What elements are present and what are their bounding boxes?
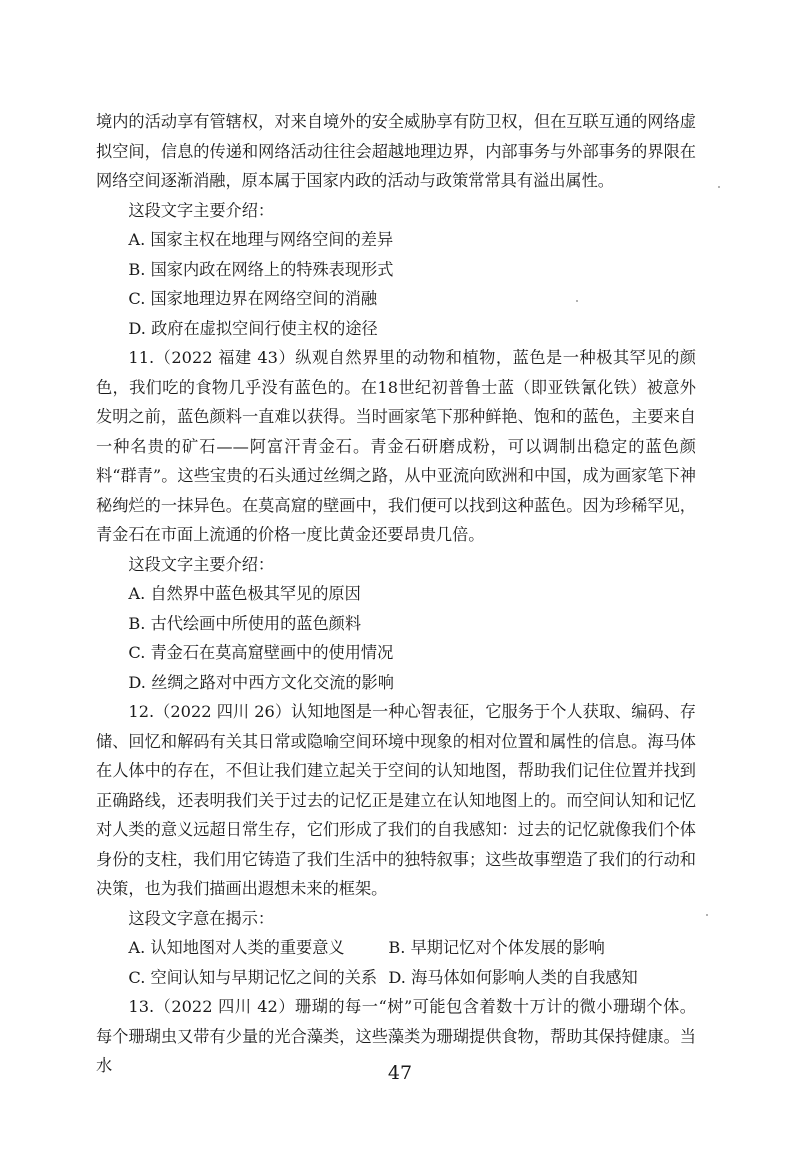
q12-option-c: C. 空间认知与早期记忆之间的关系 xyxy=(128,967,378,987)
q11-prompt: 这段文字主要介绍： xyxy=(128,554,275,574)
q11-option-d: D. 丝绸之路对中西方文化交流的影响 xyxy=(128,672,394,692)
q13-passage: 13.（2022 四川 42）珊瑚的每一“树”可能包含着数十万计的微小珊瑚个体。每个珊瑚虫又带有少量的光合藻类，这些藻类为珊瑚提供食物，帮助其保持健康。当水 xyxy=(96,997,696,1075)
scan-speck xyxy=(718,186,720,188)
scan-speck xyxy=(576,300,578,302)
document-body xyxy=(96,107,696,1081)
q10-option-c: C. 国家地理边界在网络空间的消融 xyxy=(128,289,378,308)
q11-passage: 11.（2022 福建 43）纵观自然界里的动物和植物，蓝色是一种极其罕见的颜色，我们吃的食物几乎没有蓝色的。在18世纪初普鲁士蓝（即亚铁氰化铁）被意外发明之前，蓝色颜料一直难以获得。当时画家笔下那种鲜艳、饱和的蓝色，主要来自一种名贵的矿石——阿富汗青金石。青金石研磨成粉，可以调制出稳定的蓝色颜料“群青”。这些宝贵的石头通过丝绸之路，从中亚流向欧洲和中国，成为画家笔下神秘绚烂的一抹异色。在莫高窟的壁画中，我们便可以找到这种蓝色。因为珍稀罕见，青金石在市面上流通的价格一度比黄金还要昂贵几倍。 xyxy=(96,348,696,544)
page-number: 47 xyxy=(387,1062,413,1084)
scan-speck xyxy=(706,914,708,916)
q10-prompt: 这段文字主要介绍： xyxy=(128,200,275,220)
q12-passage: 12.（2022 四川 26）认知地图是一种心智表征，它服务于个人获取、编码、存储、回忆和解码有关其日常或隐喻空间环境中现象的相对位置和属性的信息。海马体在人体中的存在，不但让我们建立起关于空间的认知地图，帮助我们记住位置并找到正确路线，还表明我们关于过去的记忆正是建立在认知地图上的。而空间认知和记忆对人类的意义远超日常生存，它们形成了我们的自我感知：过去的记忆就像我们个体身份的支柱，我们用它铸造了我们生活中的独特叙事；这些故事塑造了我们的行动和决策，也为我们描画出遐想未来的框架。 xyxy=(96,702,696,898)
q11-option-a: A. 自然界中蓝色极其罕见的原因 xyxy=(128,584,361,603)
q12-options-row-2 xyxy=(96,963,696,993)
q10-option-a: A. 国家主权在地理与网络空间的差异 xyxy=(128,230,394,249)
q11-option-c: C. 青金石在莫高窟壁画中的使用情况 xyxy=(128,643,394,662)
q12-options-row-1 xyxy=(96,933,696,963)
q12-prompt: 这段文字意在揭示： xyxy=(128,908,275,928)
q12-option-a: A. 认知地图对人类的重要意义 xyxy=(128,938,345,957)
q10-option-b: B. 国家内政在网络上的特殊表现形式 xyxy=(128,259,394,279)
q10-option-d: D. 政府在虚拟空间行使主权的途径 xyxy=(128,318,378,338)
q12-option-d: D. 海马体如何影响人类的自我感知 xyxy=(388,967,638,987)
q12-option-b: B. 早期记忆对个体发展的影响 xyxy=(388,938,605,957)
q11-option-b: B. 古代绘画中所使用的蓝色颜料 xyxy=(128,613,362,633)
q10-passage-continued: 境内的活动享有管辖权，对来自境外的安全威胁享有防卫权，但在互联互通的网络虚拟空间，信息的传递和网络活动往往会超越地理边界，内部事务与外部事务的界限在网络空间逐渐消融，原本属于国家内政的活动与政策常常具有溢出属性。 xyxy=(96,112,696,190)
